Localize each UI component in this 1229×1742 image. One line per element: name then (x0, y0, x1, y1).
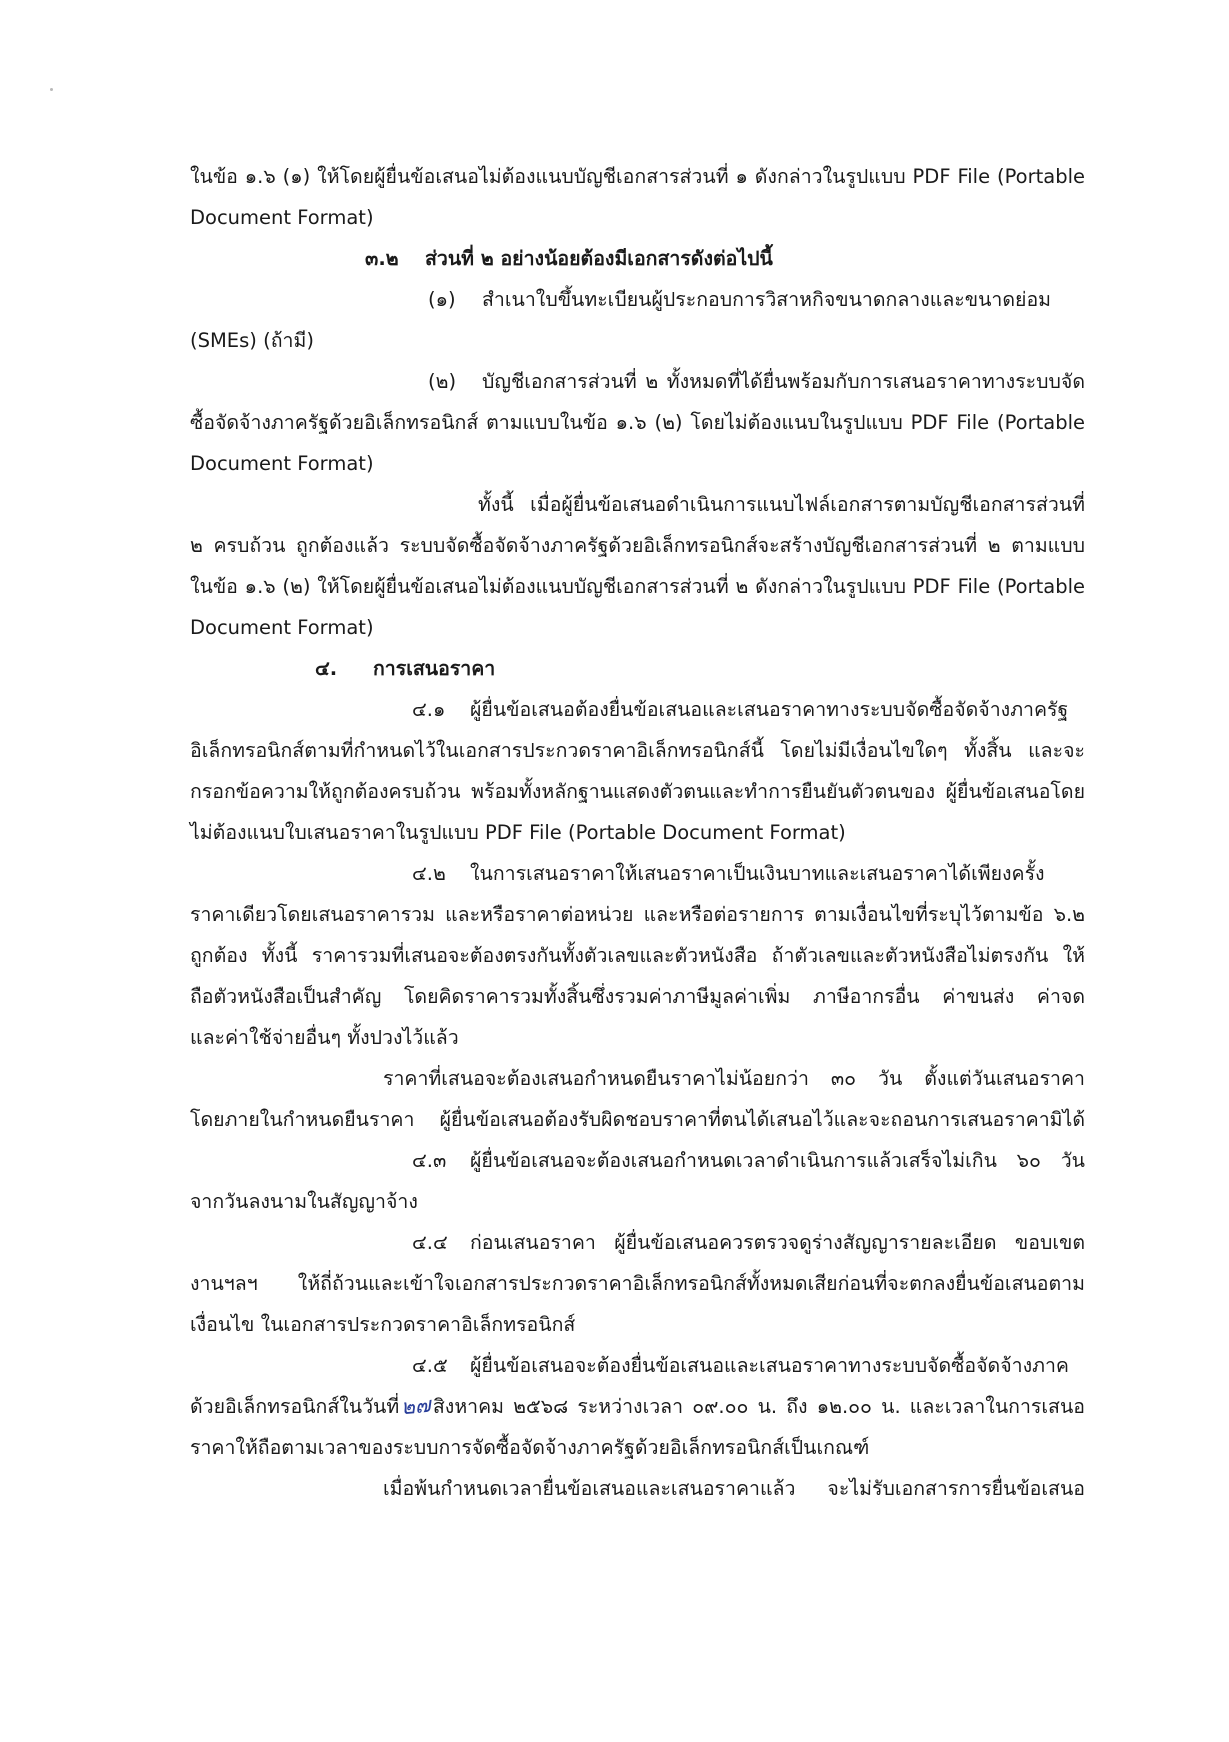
paragraph-line: เมื่อพ้นกำหนดเวลายื่นข้อเสนอและเสนอราคาแล้ว จะไม่รับเอกสารการยื่นข้อเสนอ (383, 1477, 1085, 1500)
paragraph-text: ผู้ยื่นข้อเสนอจะต้องเสนอกำหนดเวลาดำเนินการแล้วเสร็จไม่เกิน ๖๐ วัน (470, 1149, 1085, 1172)
paragraph-4-1 (190, 689, 1085, 730)
paragraph-line: ในข้อ ๑.๖ (๒) ให้โดยผู้ยื่นข้อเสนอไม่ต้องแนบบัญชีเอกสารส่วนที่ ๒ ดังกล่าวในรูปแบบ PDF File (Portable (190, 575, 1085, 598)
paragraph-text: ผู้ยื่นข้อเสนอจะต้องยื่นข้อเสนอและเสนอราคาทางระบบจัดซื้อจัดจ้างภาค (470, 1354, 1069, 1377)
paragraph-line: ซื้อจัดจ้างภาครัฐด้วยอิเล็กทรอนิกส์ ตามแบบในข้อ ๑.๖ (๒) โดยไม่ต้องแนบในรูปแบบ PDF File (Portable (190, 411, 1085, 434)
paragraph-number: ๔.๔ (412, 1231, 448, 1254)
list-item-number: (๑) (428, 288, 456, 311)
paragraph-number: ๔.๑ (412, 698, 446, 721)
paragraph-4-5 (190, 1345, 1085, 1386)
paragraph-line: และค่าใช้จ่ายอื่นๆ ทั้งปวงไว้แล้ว (190, 1026, 459, 1049)
paragraph-text: ผู้ยื่นข้อเสนอต้องยื่นข้อเสนอและเสนอราคาทางระบบจัดซื้อจัดจ้างภาครัฐ (470, 698, 1069, 721)
paragraph-line: (SMEs) (ถ้ามี) (190, 329, 314, 352)
paragraph-line: Document Format) (190, 206, 374, 229)
paragraph-text: ก่อนเสนอราคา ผู้ยื่นข้อเสนอควรตรวจดูร่างสัญญารายละเอียด ขอบเขต (470, 1231, 1085, 1254)
paragraph-text: สิงหาคม ๒๕๖๘ ระหว่างเวลา ๐๙.๐๐ น. ถึง ๑๒.๐๐ น. และเวลาในการเสนอ (432, 1395, 1085, 1418)
paragraph-number: ๔.๕ (412, 1354, 448, 1377)
paragraph-line: โดยภายในกำหนดยืนราคา ผู้ยื่นข้อเสนอต้องรับผิดชอบราคาที่ตนได้เสนอไว้และจะถอนการเสนอราคามิได้ (190, 1108, 1085, 1131)
list-item-number: (๒) (428, 370, 457, 393)
paragraph-text: ด้วยอิเล็กทรอนิกส์ในวันที่ (190, 1395, 400, 1418)
section-number: ๔. (315, 657, 338, 680)
list-item-2 (190, 361, 1085, 402)
paragraph-line: Document Format) (190, 452, 374, 475)
paragraph-line: กรอกข้อความให้ถูกต้องครบถ้วน พร้อมทั้งหลักฐานแสดงตัวตนและทำการยืนยันตัวตนของ ผู้ยื่นข้อเสนอโดย (190, 780, 1085, 803)
paragraph-4-4 (190, 1222, 1085, 1263)
paragraph-line: งานฯลฯ ให้ถี่ถ้วนและเข้าใจเอกสารประกวดราคาอิเล็กทรอนิกส์ทั้งหมดเสียก่อนที่จะตกลงยื่นข้อเสนอตาม (190, 1272, 1085, 1295)
paragraph-line: ไม่ต้องแนบใบเสนอราคาในรูปแบบ PDF File (Portable Document Format) (190, 821, 846, 844)
paragraph-number: ๔.๒ (412, 862, 446, 885)
paragraph-line: ๒ ครบถ้วน ถูกต้องแล้ว ระบบจัดซื้อจัดจ้างภาครัฐด้วยอิเล็กทรอนิกส์จะสร้างบัญชีเอกสารส่วนที่ ๒ ตามแบบ (190, 534, 1085, 557)
paragraph-line-with-date (190, 1386, 1085, 1427)
paragraph-line: ราคาเดียวโดยเสนอราคารวม และหรือราคาต่อหน่วย และหรือต่อรายการ ตามเงื่อนไขที่ระบุไว้ตามข้อ ๖.๒ (190, 903, 1085, 926)
paragraph-line: อิเล็กทรอนิกส์ตามที่กำหนดไว้ในเอกสารประกวดราคาอิเล็กทรอนิกส์นี้ โดยไม่มีเงื่อนไขใดๆ ทั้งสิ้น และจะ (190, 739, 1085, 762)
paragraph-line: Document Format) (190, 616, 374, 639)
paragraph-line: เงื่อนไข ในเอกสารประกวดราคาอิเล็กทรอนิกส์ (190, 1313, 576, 1336)
scan-artifact (50, 88, 53, 91)
paragraph-line: ทั้งนี้ เมื่อผู้ยื่นข้อเสนอดำเนินการแนบไฟล์เอกสารตามบัญชีเอกสารส่วนที่ (478, 493, 1085, 516)
handwritten-day: ๒๗ (400, 1392, 433, 1420)
section-heading-3-2 (190, 238, 1085, 279)
paragraph-text: ในการเสนอราคาให้เสนอราคาเป็นเงินบาทและเสนอราคาได้เพียงครั้ง (470, 862, 1045, 885)
section-title: ส่วนที่ ๒ อย่างน้อยต้องมีเอกสารดังต่อไปนี้ (425, 247, 773, 270)
paragraph-line: ราคาให้ถือตามเวลาของระบบการจัดซื้อจัดจ้างภาครัฐด้วยอิเล็กทรอนิกส์เป็นเกณฑ์ (190, 1436, 870, 1459)
paragraph-line: ถือตัวหนังสือเป็นสำคัญ โดยคิดราคารวมทั้งสิ้นซึ่งรวมค่าภาษีมูลค่าเพิ่ม ภาษีอากรอื่น ค่าขนส่ง ค่าจด (190, 985, 1085, 1008)
paragraph-line: จากวันลงนามในสัญญาจ้าง (190, 1190, 418, 1213)
list-item-text: สำเนาใบขึ้นทะเบียนผู้ประกอบการวิสาหกิจขนาดกลางและขนาดย่อม (482, 288, 1052, 311)
list-item-1 (190, 279, 1085, 320)
section-number: ๓.๒ (365, 247, 399, 270)
section-title: การเสนอราคา (373, 657, 496, 680)
list-item-text: บัญชีเอกสารส่วนที่ ๒ ทั้งหมดที่ได้ยื่นพร้อมกับการเสนอราคาทางระบบจัด (482, 370, 1085, 393)
document-body (190, 156, 1085, 1509)
paragraph-line: ในข้อ ๑.๖ (๑) ให้โดยผู้ยื่นข้อเสนอไม่ต้องแนบบัญชีเอกสารส่วนที่ ๑ ดังกล่าวในรูปแบบ PDF File (Portable (190, 165, 1085, 188)
paragraph-line: ราคาที่เสนอจะต้องเสนอกำหนดยืนราคาไม่น้อยกว่า ๓๐ วัน ตั้งแต่วันเสนอราคา (383, 1067, 1085, 1090)
paragraph-4-3 (190, 1140, 1085, 1181)
section-heading-4 (190, 648, 1085, 689)
paragraph-4-2 (190, 853, 1085, 894)
paragraph-number: ๔.๓ (412, 1149, 447, 1172)
paragraph-line: ถูกต้อง ทั้งนี้ ราคารวมที่เสนอจะต้องตรงกันทั้งตัวเลขและตัวหนังสือ ถ้าตัวเลขและตัวหนังสือไม่ตรงกัน ให้ (190, 944, 1085, 967)
